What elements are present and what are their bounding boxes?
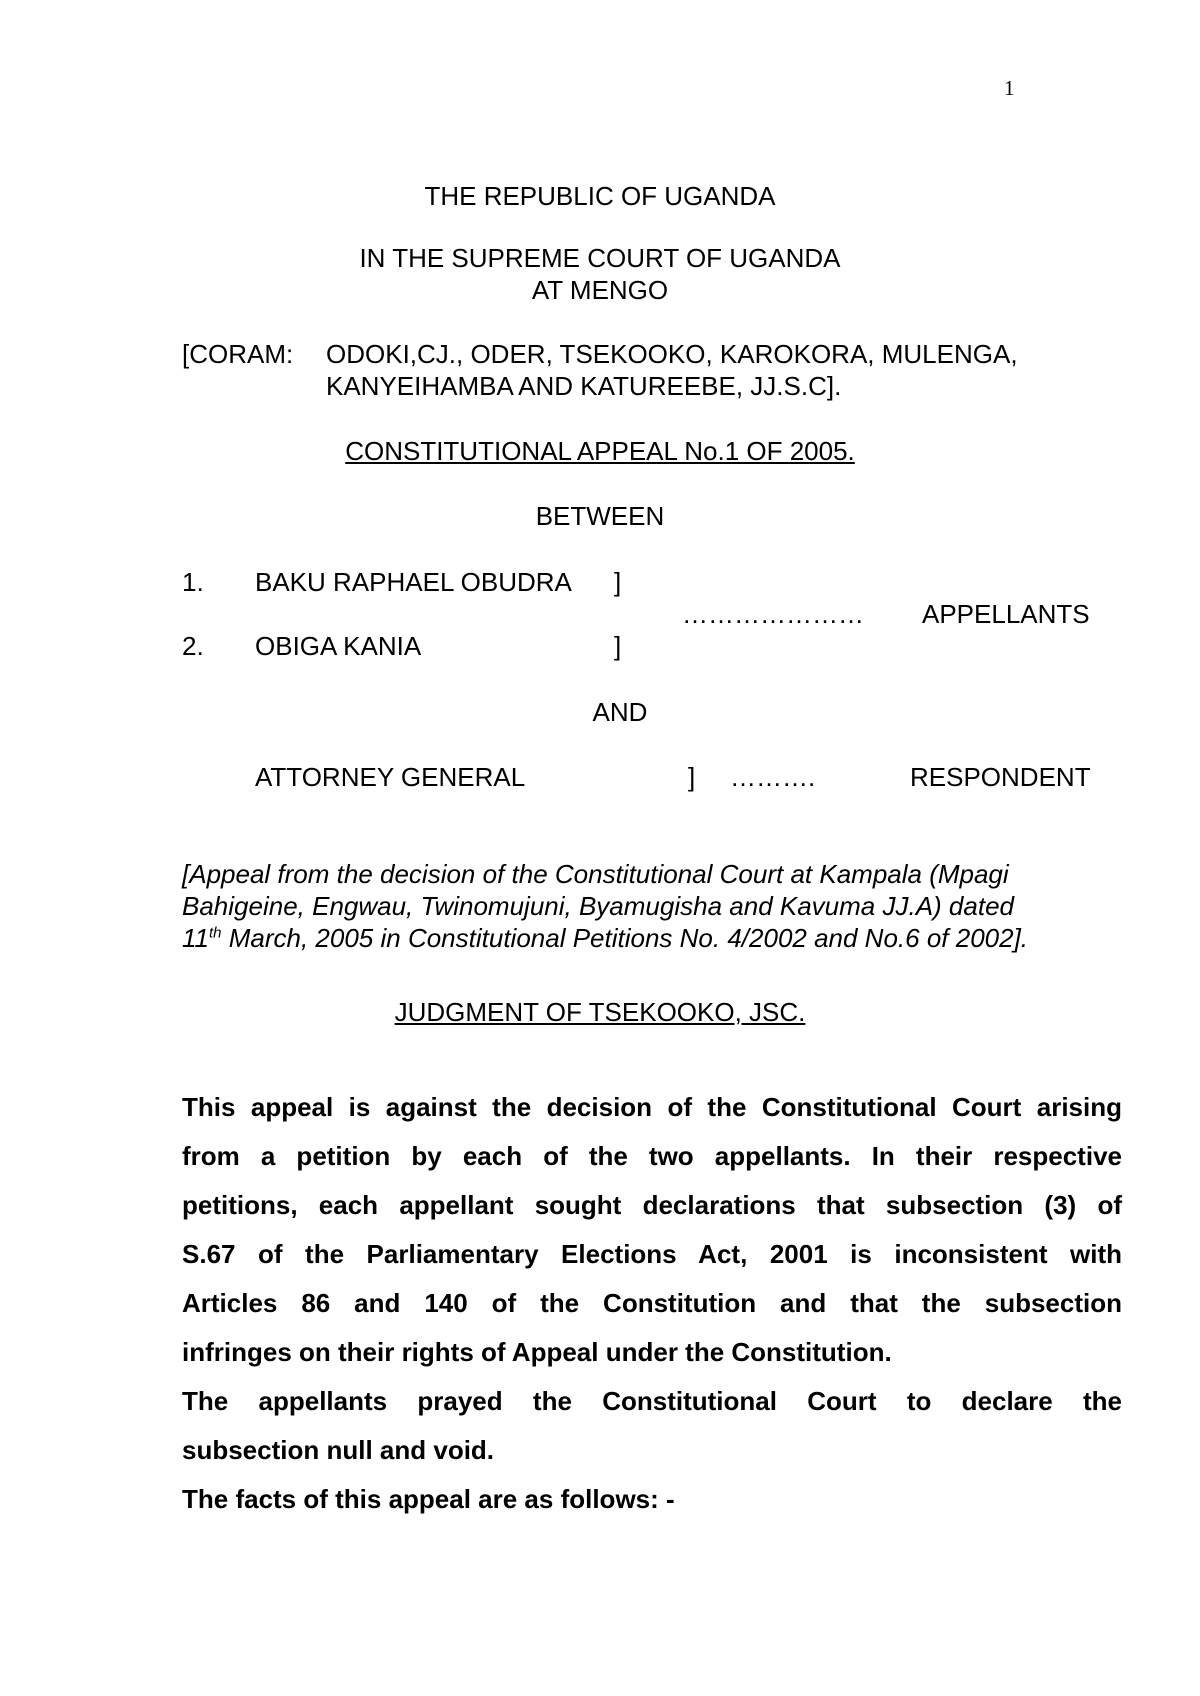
appeal-note-line2: Bahigeine, Engwau, Twinomujuni, Byamugisha and Kavuma JJ.A) dated [182,891,1014,921]
body-line-7: The appellants prayed the Constitutional Court to declare the [182,1386,1122,1416]
appellant-2-bracket: ] [614,631,622,661]
appellant-1-name: BAKU RAPHAEL OBUDRA [255,567,572,597]
appellant-1-bracket: ] [614,567,622,597]
court-location: AT MENGO [531,275,669,305]
court-heading: IN THE SUPREME COURT OF UGANDA [359,243,841,273]
appellant-1-number: 1. [182,567,204,597]
between-label: BETWEEN [535,501,665,531]
body-line-9: The facts of this appeal are as follows: - [182,1484,675,1514]
appeal-note-ordinal: th [209,924,222,942]
body-line-3: petitions, each appellant sought declarations that subsection (3) of [182,1190,1122,1220]
appeal-note-rest: March, 2005 in Constitutional Petitions No. 4/2002 and No.6 of 2002]. [221,923,1029,953]
coram-label: [CORAM: [182,339,294,369]
appeal-title: CONSTITUTIONAL APPEAL No.1 OF 2005. [345,436,855,466]
respondent-label: RESPONDENT [910,762,1091,792]
page-number: 1 [1004,76,1015,100]
coram-justices-line2: KANYEIHAMBA AND KATUREEBE, JJ.S.C]. [326,371,842,401]
body-line-4: S.67 of the Parliamentary Elections Act, 2001 is inconsistent with [182,1239,1122,1269]
respondent-name: ATTORNEY GENERAL [255,762,526,792]
appellant-2-number: 2. [182,631,204,661]
and-label: AND [592,697,648,727]
judgment-title: JUDGMENT OF TSEKOOKO, JSC. [394,997,806,1027]
appellants-dots: ………………… [682,599,864,629]
body-line-1: This appeal is against the decision of the Constitutional Court arising [182,1092,1122,1122]
appeal-note-day: 11 [182,923,209,953]
body-line-6: infringes on their rights of Appeal under the Constitution. [182,1337,892,1367]
appeal-note-line1: [Appeal from the decision of the Constitutional Court at Kampala (Mpagi [182,859,1009,889]
appeal-note-line3 [182,922,1028,954]
body-line-8: subsection null and void. [182,1435,495,1465]
appellant-2-name: OBIGA KANIA [255,631,422,661]
republic-heading: THE REPUBLIC OF UGANDA [424,181,776,211]
body-line-2: from a petition by each of the two appellants. In their respective [182,1141,1122,1171]
body-line-5: Articles 86 and 140 of the Constitution and that the subsection [182,1288,1122,1318]
appellants-label: APPELLANTS [922,599,1090,629]
coram-justices-line1: ODOKI,CJ., ODER, TSEKOOKO, KAROKORA, MULENGA, [326,339,1018,369]
respondent-bracket: ] [688,762,696,792]
respondent-dots: ………. [730,762,816,792]
